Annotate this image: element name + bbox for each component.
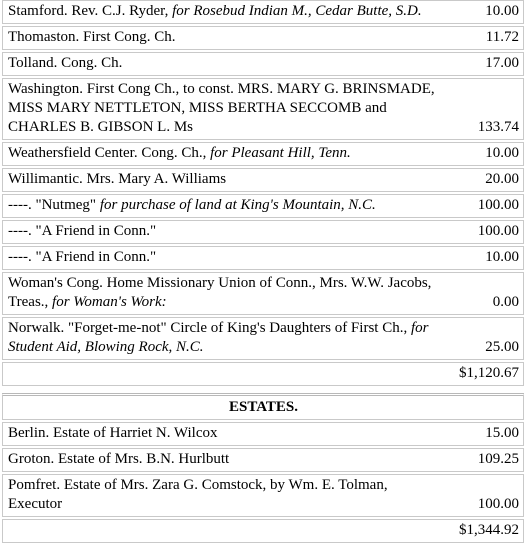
entry-amount: 100.00 bbox=[444, 194, 524, 218]
entry-amount: 100.00 bbox=[444, 220, 524, 244]
total-blank-cell bbox=[2, 362, 444, 386]
entry-text: Pomfret. Estate of Mrs. Zara G. Comstock, by Wm. E. Tolman, Executor bbox=[8, 477, 388, 512]
entry-designation-text: for Woman's Work: bbox=[52, 294, 167, 310]
entry-description bbox=[2, 0, 444, 24]
entry-text: ----. "A Friend in Conn." bbox=[8, 223, 157, 239]
grand-total: $1,344.92 bbox=[444, 519, 524, 543]
entry-amount: 10.00 bbox=[444, 246, 524, 270]
entry-amount: 11.72 bbox=[444, 26, 524, 50]
contributions-section bbox=[2, 0, 524, 360]
ledger-row bbox=[2, 142, 524, 166]
total-row bbox=[2, 362, 524, 386]
contributions-table bbox=[2, 0, 524, 545]
entry-text: Willimantic. Mrs. Mary A. Williams bbox=[8, 171, 227, 187]
ledger-row bbox=[2, 272, 524, 315]
ledger-row bbox=[2, 52, 524, 76]
entry-description bbox=[2, 78, 444, 140]
entry-amount: 0.00 bbox=[444, 272, 524, 315]
entry-text: ----. "A Friend in Conn." bbox=[8, 249, 157, 265]
estates-heading: ESTATES. bbox=[2, 393, 524, 420]
entry-designation-text: for purchase of land at King's Mountain, N.C. bbox=[99, 197, 376, 213]
entry-text: Norwalk. "Forget-me-not" Circle of King's Daughters of First Ch., bbox=[8, 320, 411, 336]
entry-designation-text: for Student Aid, Blowing Rock, N.C. bbox=[8, 320, 429, 355]
ledger-row bbox=[2, 246, 524, 270]
entry-description bbox=[2, 142, 444, 166]
entry-text: Woman's Cong. Home Missionary Union of Conn., Mrs. W.W. Jacobs, Treas., bbox=[8, 275, 432, 310]
entry-text: ----. "Nutmeg" bbox=[8, 197, 100, 213]
ledger-row bbox=[2, 194, 524, 218]
ledger-row bbox=[2, 26, 524, 50]
estates-section bbox=[2, 422, 524, 517]
entry-description bbox=[2, 168, 444, 192]
estates-heading-row bbox=[2, 393, 524, 420]
entry-description bbox=[2, 220, 444, 244]
ledger-row bbox=[2, 448, 524, 472]
ledger-row bbox=[2, 168, 524, 192]
ledger-row bbox=[2, 78, 524, 140]
entry-description bbox=[2, 448, 444, 472]
section2-total-group bbox=[2, 519, 524, 543]
entry-designation-text: for Rosebud Indian M., Cedar Butte, S.D. bbox=[172, 3, 422, 19]
entry-amount: 133.74 bbox=[444, 78, 524, 140]
entry-text: Weathersfield Center. Cong. Ch., bbox=[8, 145, 211, 161]
entry-description bbox=[2, 317, 444, 360]
section1-total: $1,120.67 bbox=[444, 362, 524, 386]
entry-designation-text: for Pleasant Hill, Tenn. bbox=[210, 145, 351, 161]
entry-text: Washington. First Cong Ch., to const. MRS. MARY G. BRINSMADE, MISS MARY NETTLETON, MISS BERTHA SECCOMB and CHARLES B. GIBSON L. Ms bbox=[8, 81, 435, 135]
entry-description bbox=[2, 26, 444, 50]
entry-amount: 25.00 bbox=[444, 317, 524, 360]
entry-description bbox=[2, 52, 444, 76]
entry-text: Groton. Estate of Mrs. B.N. Hurlbutt bbox=[8, 451, 230, 467]
entry-text: Thomaston. First Cong. Ch. bbox=[8, 29, 176, 45]
total-blank-cell bbox=[2, 519, 444, 543]
entry-amount: 17.00 bbox=[444, 52, 524, 76]
entry-description bbox=[2, 272, 444, 315]
entry-amount: 10.00 bbox=[444, 142, 524, 166]
total-row bbox=[2, 519, 524, 543]
section1-total-group bbox=[2, 362, 524, 420]
ledger-row bbox=[2, 0, 524, 24]
ledger-row bbox=[2, 422, 524, 446]
entry-amount: 20.00 bbox=[444, 168, 524, 192]
entry-text: Stamford. Rev. C.J. Ryder, bbox=[8, 3, 173, 19]
entry-description bbox=[2, 194, 444, 218]
ledger-row bbox=[2, 220, 524, 244]
entry-amount: 109.25 bbox=[444, 448, 524, 472]
entry-amount: 10.00 bbox=[444, 0, 524, 24]
ledger-row bbox=[2, 317, 524, 360]
entry-description bbox=[2, 422, 444, 446]
ledger-row bbox=[2, 474, 524, 517]
entry-amount: 15.00 bbox=[444, 422, 524, 446]
entry-text: Tolland. Cong. Ch. bbox=[8, 55, 123, 71]
entry-text: Berlin. Estate of Harriet N. Wilcox bbox=[8, 425, 218, 441]
entry-description bbox=[2, 246, 444, 270]
entry-description bbox=[2, 474, 444, 517]
entry-amount: 100.00 bbox=[444, 474, 524, 517]
